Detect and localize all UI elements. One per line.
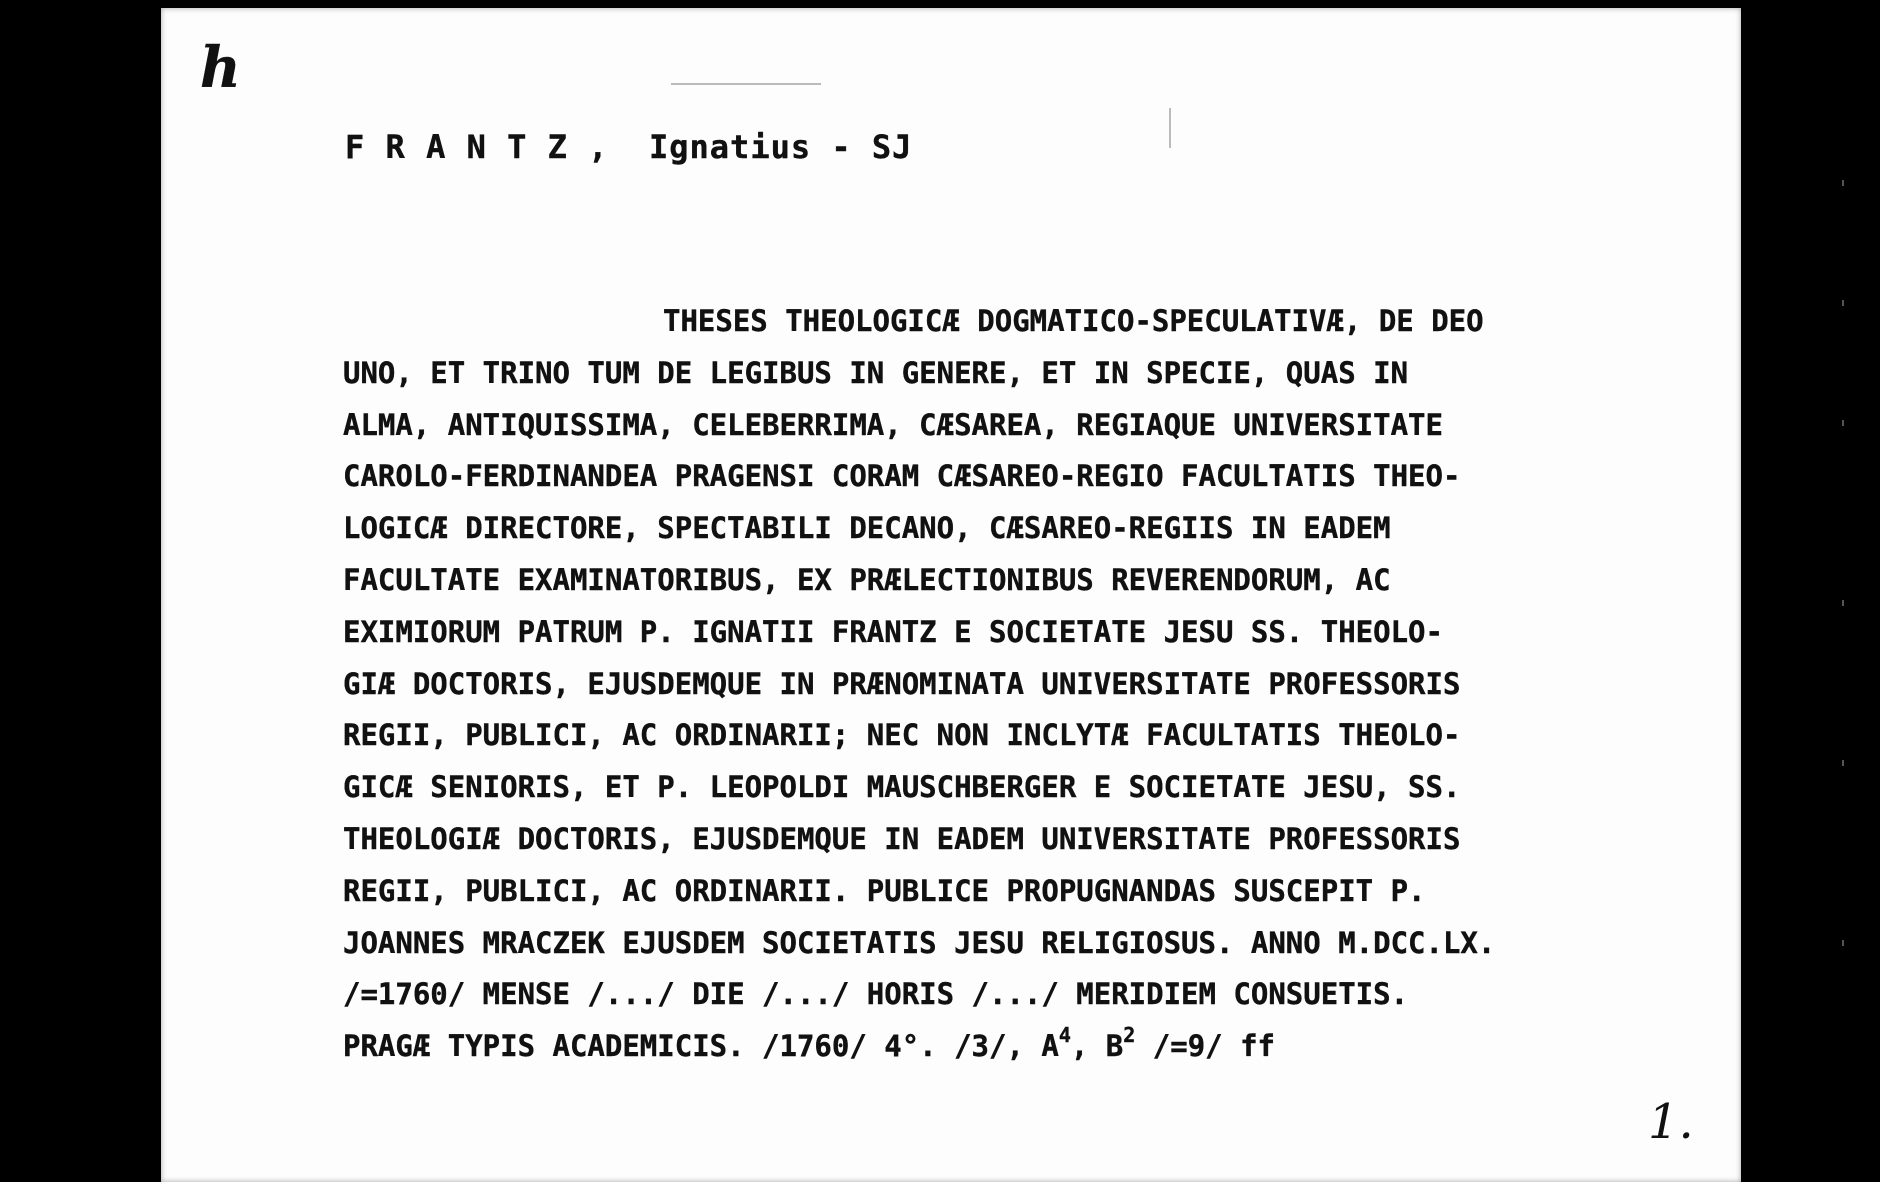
imprint-line [343, 1021, 1673, 1073]
title-description [343, 296, 1673, 1073]
description-line: GIÆ DOCTORIS, EJUSDEMQUE IN PRÆNOMINATA UNIVERSITATE PROFESSORIS [343, 666, 1461, 701]
description-line: FACULTATE EXAMINATORIBUS, EX PRÆLECTIONIBUS REVERENDORUM, AC [343, 562, 1391, 597]
imprint-prefix: PRAGÆ TYPIS ACADEMICIS. /1760/ 4°. /3/, A [343, 1029, 1059, 1064]
imprint-middle: , B [1070, 1029, 1124, 1064]
description-line: UNO, ET TRINO TUM DE LEGIBUS IN GENERE, ET IN SPECIE, QUAS IN [343, 355, 1409, 390]
handwritten-corner-mark: h [200, 35, 241, 101]
author-heading: F R A N T Z , Ignatius - SJ [345, 128, 913, 166]
edge-speck [1842, 180, 1844, 186]
description-line: ALMA, ANTIQUISSIMA, CELEBERRIMA, CÆSAREA, REGIAQUE UNIVERSITATE [343, 407, 1443, 442]
edge-speck [1842, 760, 1844, 766]
edge-speck [1842, 420, 1844, 426]
signature-b-count: 2 [1123, 1023, 1136, 1048]
description-line: REGII, PUBLICI, AC ORDINARII. PUBLICE PROPUGNANDAS SUSCEPIT P. [343, 873, 1426, 908]
edge-speck [1842, 940, 1844, 946]
description-line: CAROLO-FERDINANDEA PRAGENSI CORAM CÆSAREO-REGIO FACULTATIS THEO- [343, 459, 1461, 494]
scan-speckle [671, 83, 821, 85]
edge-speck [1842, 600, 1844, 606]
description-line: LOGICÆ DIRECTORE, SPECTABILI DECANO, CÆSAREO-REGIIS IN EADEM [343, 511, 1391, 546]
description-line: THEOLOGIÆ DOCTORIS, EJUSDEMQUE IN EADEM UNIVERSITATE PROFESSORIS [343, 821, 1461, 856]
scan-speckle [1169, 108, 1171, 148]
edge-speck [1842, 300, 1844, 306]
imprint-suffix: /=9/ ff [1135, 1029, 1276, 1064]
description-line: JOANNES MRACZEK EJUSDEM SOCIETATIS JESU RELIGIOSUS. ANNO M.DCC.LX. [343, 925, 1496, 960]
description-line: THESES THEOLOGICÆ DOGMATICO-SPECULATIVÆ, DE DEO [663, 304, 1484, 338]
signature-a-count: 4 [1058, 1023, 1071, 1048]
scan-border-right [1742, 0, 1880, 1182]
handwritten-page-number: 1. [1648, 1094, 1694, 1150]
description-line: GICÆ SENIORIS, ET P. LEOPOLDI MAUSCHBERGER E SOCIETATE JESU, SS. [343, 770, 1461, 805]
description-line: REGII, PUBLICI, AC ORDINARII; NEC NON INCLYTÆ FACULTATIS THEOLO- [343, 718, 1461, 753]
description-line: /=1760/ MENSE /.../ DIE /.../ HORIS /.../ MERIDIEM CONSUETIS. [343, 977, 1409, 1012]
description-line: EXIMIORUM PATRUM P. IGNATII FRANTZ E SOCIETATE JESU SS. THEOLO- [343, 614, 1443, 649]
